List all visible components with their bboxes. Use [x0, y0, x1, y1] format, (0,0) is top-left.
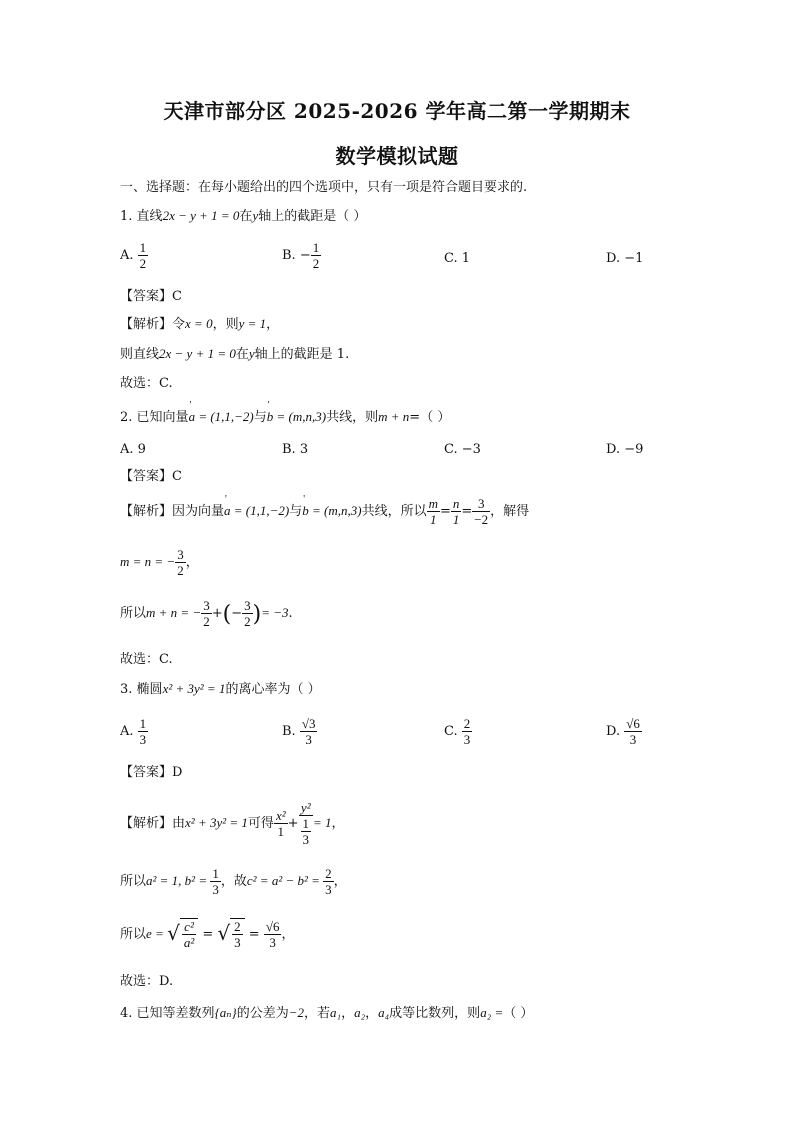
- answer-label: 【答案】C: [120, 289, 182, 304]
- fraction: $\frac{\text{x²}}{1}$: [275, 808, 286, 839]
- analysis-line: 则直线2x − y + 1 = 0在y轴上的截距是 1.: [120, 346, 350, 362]
- option-a: A. $\frac{1}{3}$: [120, 716, 147, 747]
- analysis-line: 【解析】令x = 0，则y = 1，: [120, 316, 280, 332]
- option-b: B. $\frac{√3}{3}$: [282, 716, 316, 747]
- question-4-stem: 4. 已知等差数列{aₙ}的公差为−2，若a₁，a₂，a₄成等比数列，则a₂ =（ ）: [120, 1005, 534, 1021]
- fraction: $\frac{3}{2}$: [244, 598, 251, 629]
- fraction: $\frac{3}{-2}$: [474, 496, 489, 527]
- answer-label: 【答案】D: [120, 765, 183, 780]
- question-1-stem: 1. 直线2x − y + 1 = 0在y轴上的截距是（ ）: [120, 208, 367, 224]
- option-d: D. $\frac{√6}{3}$: [606, 716, 640, 747]
- fraction: $\frac{\text{y²}}{\frac{1}{3}}$: [299, 800, 314, 847]
- option-c: C. −3: [444, 442, 481, 457]
- analysis-line: 【解析】因为向量' a = (1,1,−2)与' b = (m,n,3)共线，所以 $\frac{m}{1}$ = $\frac{n}{1}$ = $\frac{3}{-2}$ ，解得: [120, 496, 529, 527]
- answer-label: 【答案】C: [120, 469, 182, 484]
- option-b: B. 3: [282, 442, 309, 457]
- fraction: $\frac{2}{3}$: [463, 716, 471, 747]
- fraction: $\frac{1}{2}$: [312, 240, 320, 271]
- fraction: $\frac{n}{1}$: [452, 496, 460, 527]
- option-b: B. − $\frac{1}{2}$: [282, 240, 320, 271]
- analysis-line: 所以m + n = − $\frac{3}{2}$ +(− $\frac{3}{2}$ )= −3.: [120, 598, 293, 629]
- fraction: $\frac{3}{2}$: [203, 598, 210, 629]
- fraction: $\frac{m}{1}$: [428, 496, 438, 527]
- fraction: $\frac{√6}{3}$: [626, 716, 640, 747]
- analysis-line: 【解析】由x² + 3y² = 1可得 $\frac{\text{x²}}{1}$ + $\frac{\text{y²}}{\frac{1}{3}}$ = 1，: [120, 800, 345, 847]
- choose-line: 故选：C.: [120, 652, 173, 667]
- analysis-line: m = n = − $\frac{3}{2}$ ，: [120, 547, 199, 578]
- question-3-stem: 3. 椭圆x² + 3y² = 1的离心率为（ ）: [120, 681, 321, 697]
- choose-line: 故选：C.: [120, 376, 173, 391]
- fraction: $\frac{√3}{3}$: [301, 716, 316, 747]
- option-d: D. −1: [606, 251, 644, 266]
- question-number: 3.: [120, 682, 133, 697]
- option-a: A. 9: [120, 442, 146, 457]
- fraction: $\frac{3}{2}$: [177, 547, 184, 578]
- analysis-line: 所以a² = 1, b² = $\frac{1}{3}$ ，故c² = a² − b² = $\frac{2}{3}$ ，: [120, 866, 347, 897]
- page-title: 天津市部分区 2025-2026 学年高二第一学期期末: [163, 99, 631, 123]
- section-heading: 一、选择题：在每小题给出的四个选项中，只有一项是符合题目要求的.: [120, 180, 528, 195]
- analysis-line: 所以e = √ $\frac{\text{c²}}{\text{a²}}$ = √ $\frac{2}{3}$ = $\frac{√6}{3}$ ，: [120, 919, 295, 950]
- option-d: D. −9: [606, 442, 644, 457]
- question-number: 2.: [120, 410, 133, 425]
- fraction: $\frac{1}{3}$: [139, 716, 147, 747]
- question-2-stem: 2. 已知向量' a = (1,1,−2)与' b = (m,n,3)共线，则m + n=（ ）: [120, 410, 450, 424]
- page-subtitle: 数学模拟试题: [335, 144, 459, 168]
- option-a: A. $\frac{1}{2}$: [120, 240, 147, 271]
- question-number: 4.: [120, 1006, 133, 1021]
- question-number: 1.: [120, 209, 133, 224]
- option-c: C. $\frac{2}{3}$: [444, 716, 471, 747]
- fraction: $\frac{1}{2}$: [139, 240, 147, 271]
- choose-line: 故选：D.: [120, 974, 174, 989]
- option-c: C. 1: [444, 251, 471, 266]
